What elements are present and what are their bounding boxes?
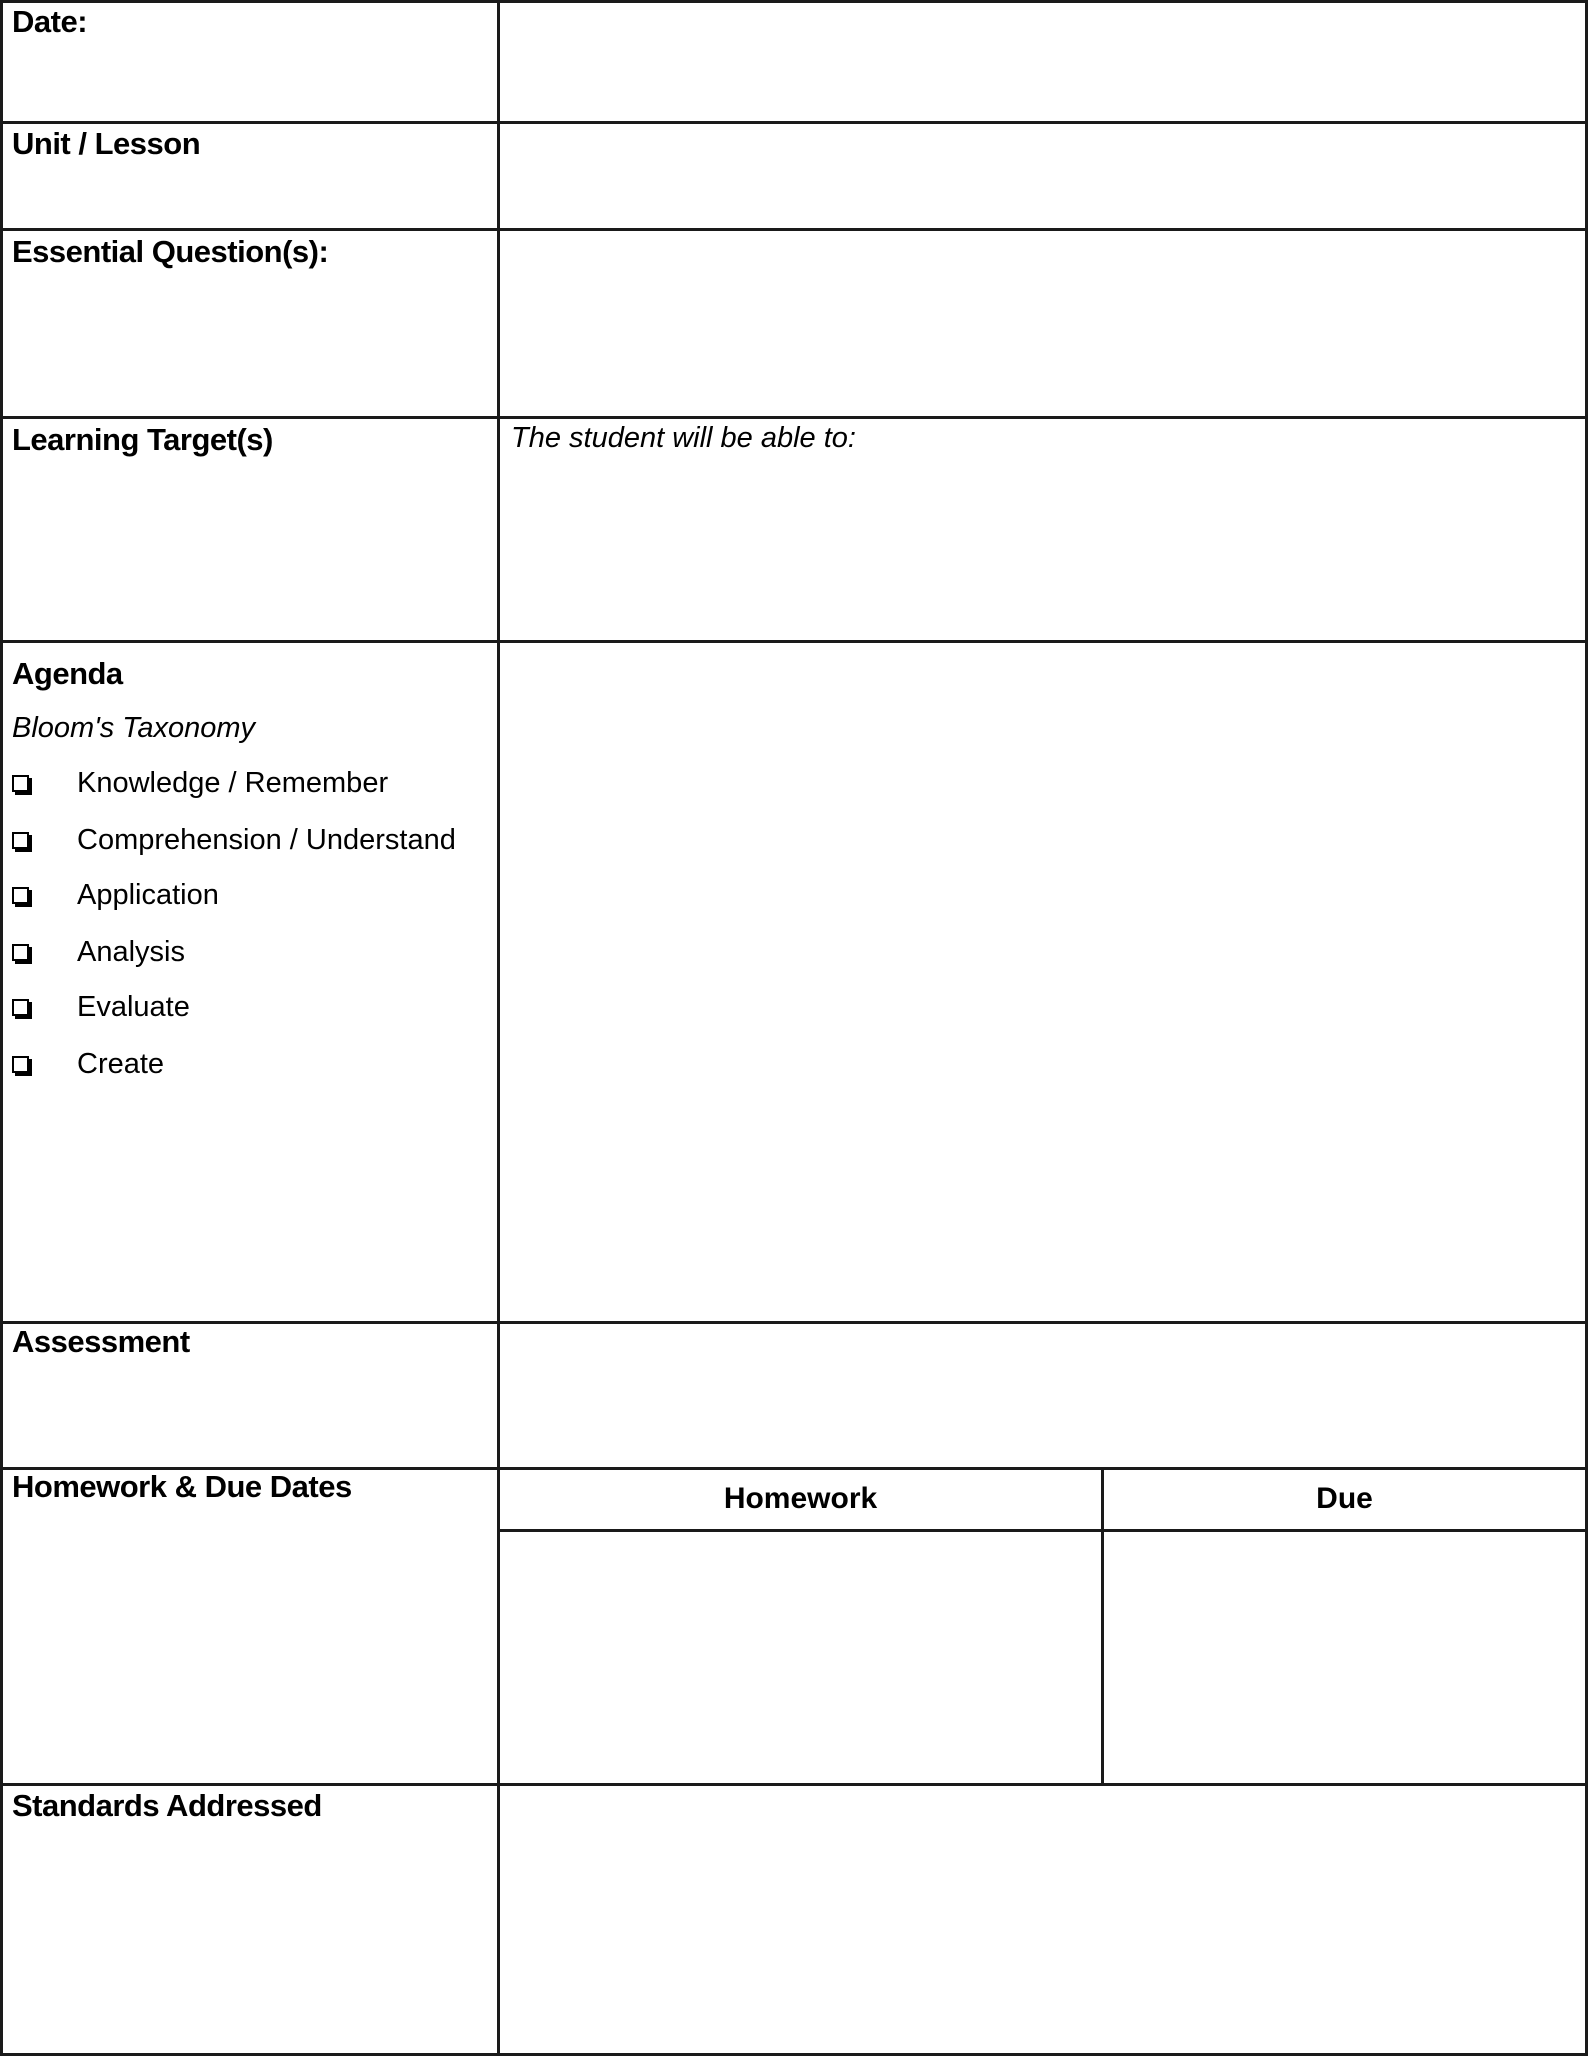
checkbox-icon[interactable]: [12, 887, 29, 904]
checkbox-icon[interactable]: [12, 944, 29, 961]
learning-targets-label: Learning Target(s): [12, 422, 273, 457]
bloom-item-evaluate[interactable]: [12, 991, 190, 1024]
bloom-item-create[interactable]: [12, 1048, 164, 1081]
bloom-item-knowledge[interactable]: [12, 767, 388, 800]
bloom-item-label: Evaluate: [77, 991, 190, 1023]
due-field[interactable]: [1104, 1532, 1585, 1783]
learning-targets-prompt: The student will be able to:: [511, 422, 856, 454]
checkbox-icon[interactable]: [12, 1056, 29, 1073]
learning-targets-field[interactable]: [500, 465, 1585, 640]
due-column-header: Due: [1316, 1482, 1373, 1515]
bloom-item-analysis[interactable]: [12, 936, 185, 969]
unit-lesson-field[interactable]: [500, 124, 1585, 228]
agenda-label: Agenda: [12, 656, 123, 691]
date-label: Date:: [12, 4, 88, 39]
homework-label: Homework & Due Dates: [12, 1469, 352, 1504]
checkbox-icon[interactable]: [12, 832, 29, 849]
assessment-label: Assessment: [12, 1324, 190, 1359]
bloom-item-label: Analysis: [77, 936, 185, 968]
bloom-item-application[interactable]: [12, 879, 219, 912]
bloom-item-label: Create: [77, 1048, 165, 1080]
homework-column-header: Homework: [723, 1482, 878, 1515]
standards-field[interactable]: [500, 1786, 1585, 2053]
blooms-taxonomy-title: Bloom's Taxonomy: [12, 712, 256, 744]
checkbox-icon[interactable]: [12, 999, 29, 1016]
agenda-field[interactable]: [500, 643, 1585, 1321]
divider-essential: [0, 416, 1588, 419]
essential-questions-label: Essential Question(s):: [12, 234, 329, 269]
bloom-item-label: Knowledge / Remember: [77, 767, 389, 799]
border-left: [0, 0, 3, 2056]
homework-field[interactable]: [500, 1532, 1101, 1783]
bloom-item-comprehension[interactable]: [12, 824, 456, 857]
bloom-item-label: Comprehension / Understand: [77, 824, 456, 856]
assessment-field[interactable]: [500, 1324, 1585, 1467]
unit-lesson-label: Unit / Lesson: [12, 126, 201, 161]
date-field[interactable]: [500, 3, 1585, 121]
bloom-item-label: Application: [77, 879, 219, 911]
standards-label: Standards Addressed: [12, 1788, 322, 1823]
checkbox-icon[interactable]: [12, 775, 29, 792]
essential-questions-field[interactable]: [500, 231, 1585, 416]
